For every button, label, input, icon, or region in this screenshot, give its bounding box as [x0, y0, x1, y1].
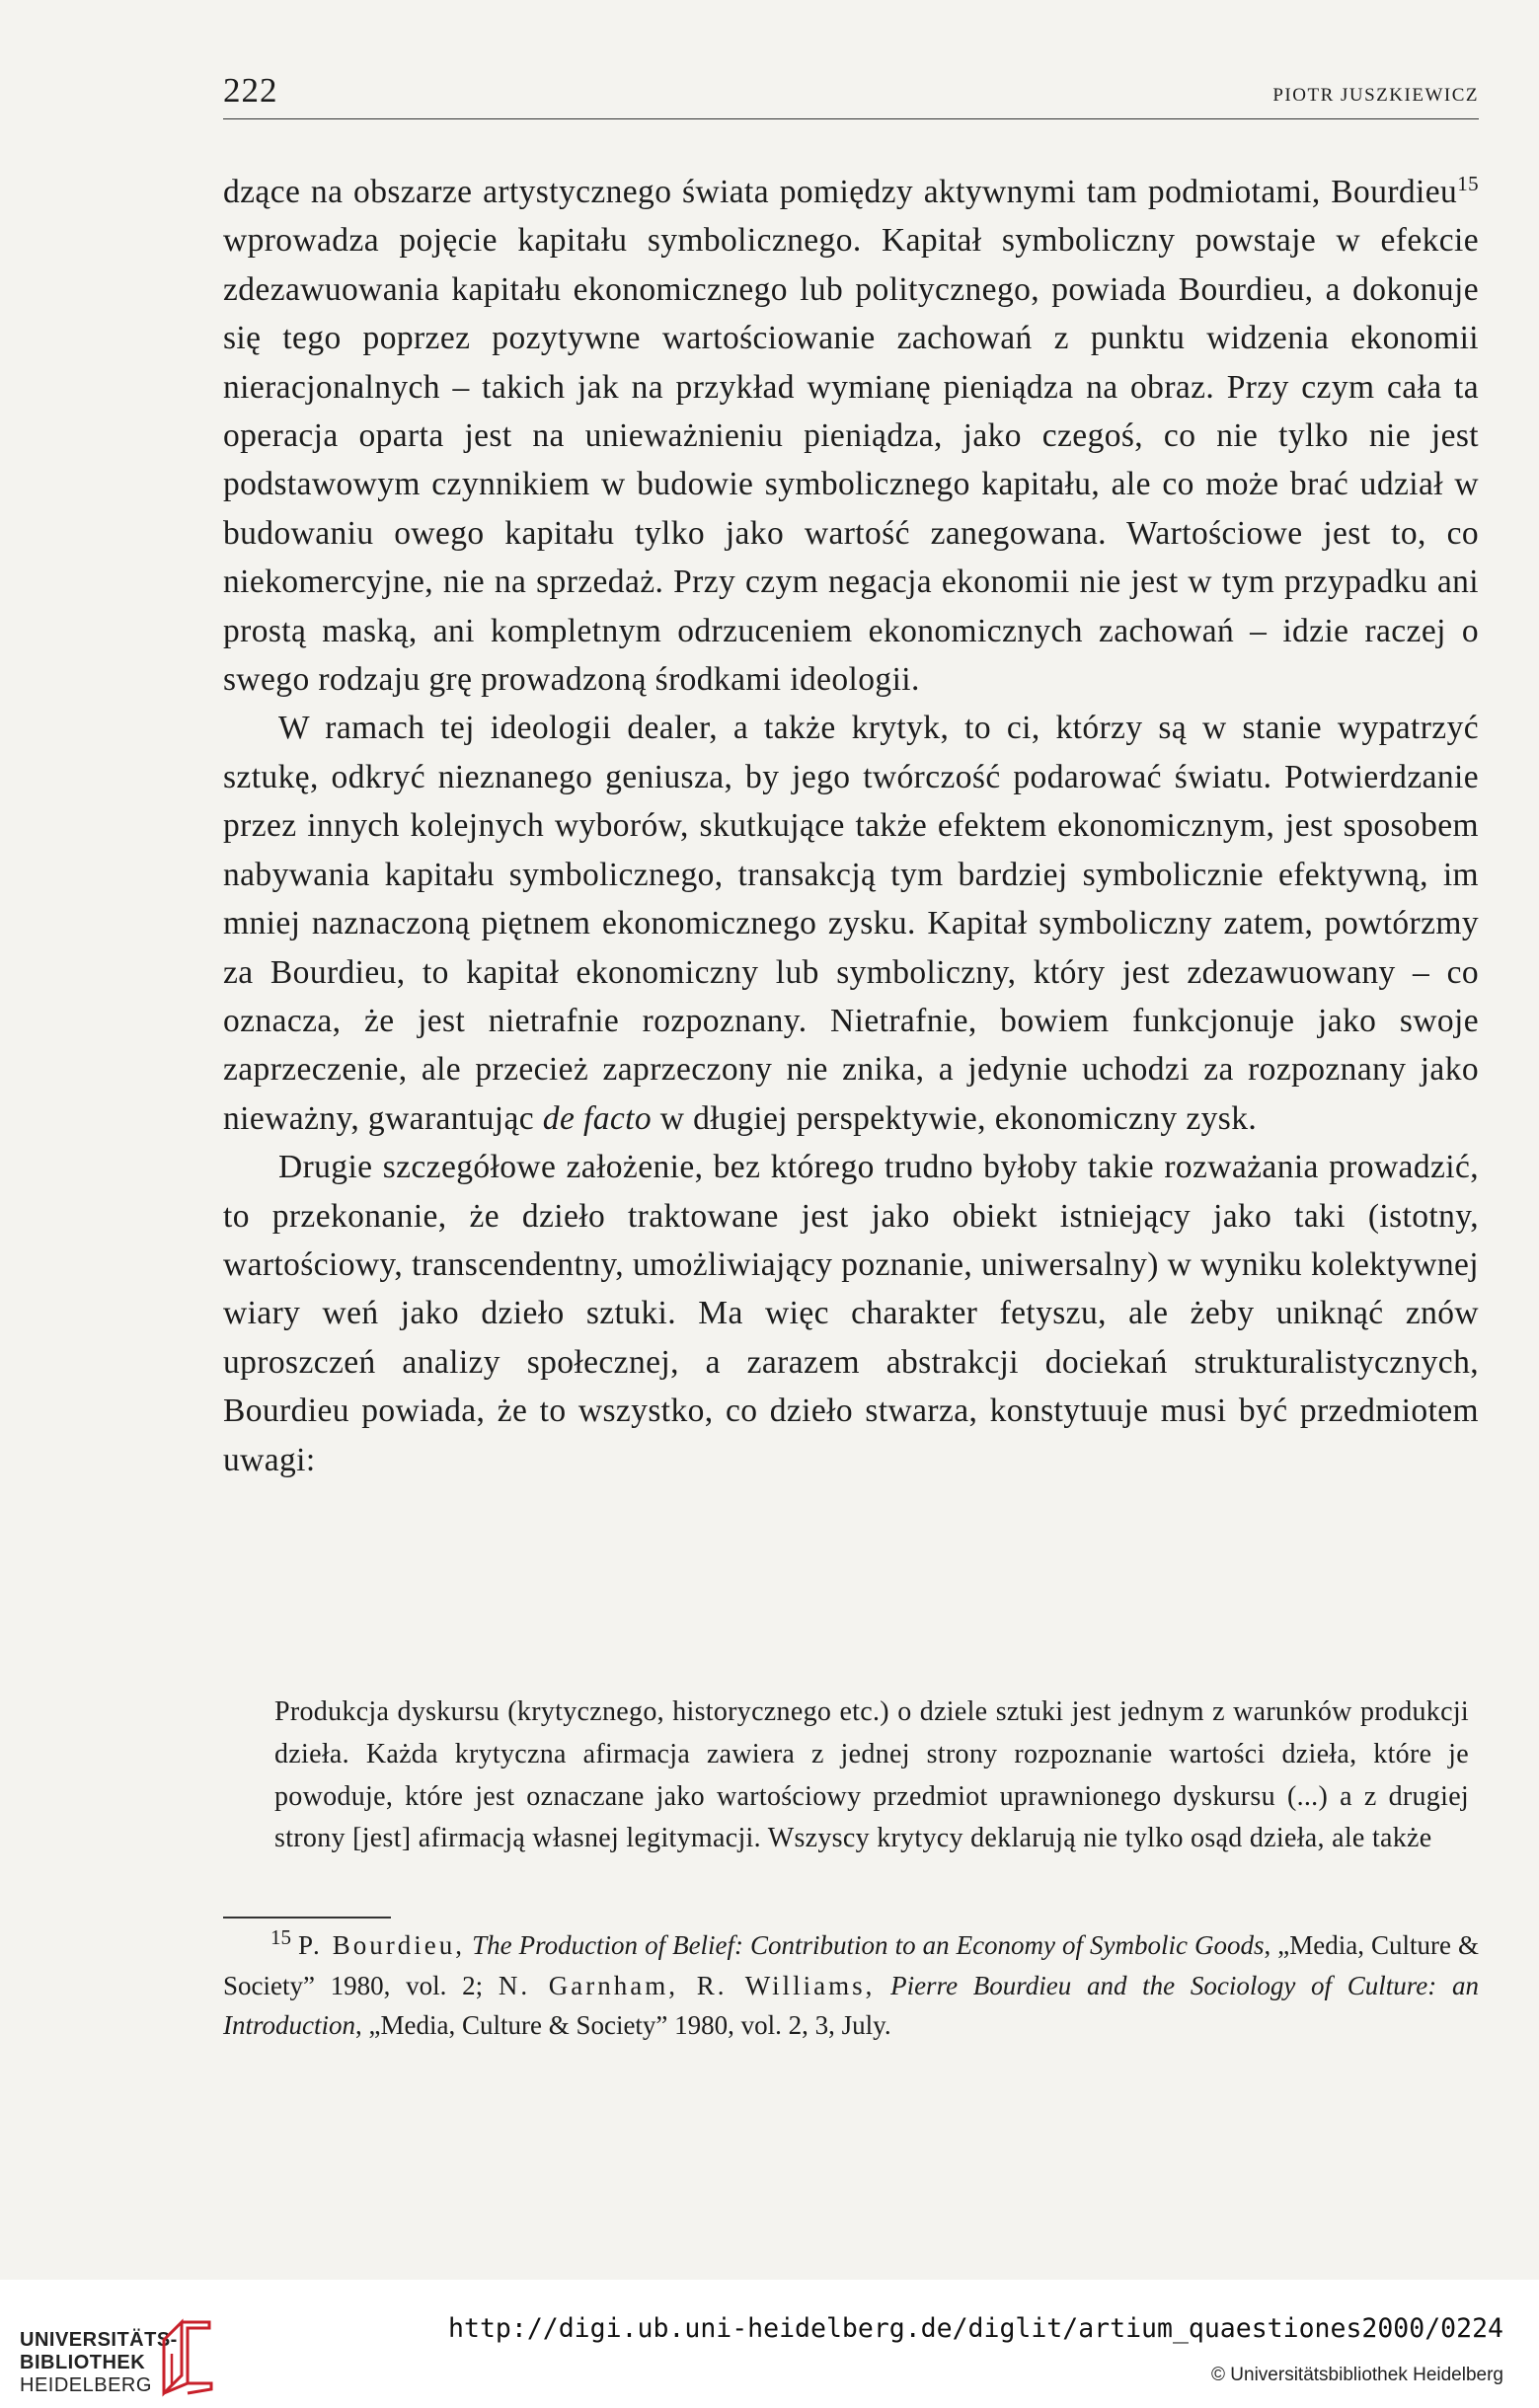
footnote-pub-1: , „Media, Culture & Society” 1980, vol. 2; [223, 1930, 1480, 2000]
logo-line-2: BIBLIOTHEK [20, 2352, 146, 2373]
viewer-footer [0, 2280, 1539, 2408]
paragraph-1-text-b: wprowadza pojęcie kapitału symbolicznego. Kapitał symboliczny powstaje w efekcie zdezawuowania kapitału ekonomicznego lub politycznego, powiada Bourdieu, a dokonuje się tego poprzez pozytywne wartościowanie zachowań z punktu widzenia ekonomii nieracjonalnych – takich jak na przykład wymianę pieniądza na obraz. Przy czym cała ta operacja oparta jest na unieważnieniu pieniądza, jako czegoś, co nie tylko nie jest podstawowym czynnikiem w budowie symbolicznego kapitału, ale co może brać udział w budowaniu owego kapitału tylko jako wartość zanegowana. Wartościowe jest to, co niekomercyjne, nie na sprzedaż. Przy czym negacja ekonomii nie jest w tym przypadku ani prostą maską, ani kompletnym odrzuceniem ekonomicznych zachowań – idzie raczej o swego rodzaju grę prowadzoną środkami ideologii. [223, 222, 1479, 699]
footnote-ref[interactable]: 15 [1457, 171, 1479, 195]
paragraph-1-text-a: dzące na obszarze artystycznego świata pomiędzy aktywnymi tam podmiotami, Bourdieu [223, 174, 1458, 210]
library-logo-icon[interactable] [158, 2314, 217, 2399]
footnote-title-1: The Production of Belief: Contribution to an Economy of Symbolic Goods [472, 1930, 1265, 1960]
footnote-divider [223, 1917, 391, 1919]
page-number: 222 [223, 71, 278, 110]
paragraph-2 [223, 704, 1479, 1143]
footnote-number: 15 [270, 1925, 291, 1949]
copyright-notice: © Universitätsbibliothek Heidelberg [1211, 2365, 1503, 2385]
block-quote: Produkcja dyskursu (krytycznego, historycznego etc.) o dziele sztuki jest jednym z warunków produkcji dzieła. Każda krytyczna afirmacja zawiera z jednej strony rozpoznanie wartości dzieła, które je powoduje, które jest oznaczane jako wartościowy przedmiot uprawnionego dyskursu (...) a z drugiej strony [jest] afirmacją własnej legitymacji. Wszyscy krytycy deklarują nie tylko osąd dzieła, ale także [274, 1696, 1469, 1854]
footnote-author-1: P. Bourdieu, [298, 1930, 466, 1960]
body-text [223, 168, 1479, 1484]
logo-line-1: UNIVERSITÄTS- [20, 2329, 178, 2351]
footnote-author-2: N. Garnham, R. Williams, [498, 1970, 876, 2000]
library-logo-text[interactable] [20, 2329, 178, 2397]
logo-line-3: HEIDELBERG [20, 2374, 152, 2396]
paragraph-3: Drugie szczegółowe założenie, bez którego trudno byłoby takie rozważania prowadzić, to przekonanie, że dzieło traktowane jest jako obiekt istniejący jako taki (istotny, wartościowy, transcendentny, umożliwiający poznanie, uniwersalny) w wyniku kolektywnej wiary weń jako dzieło sztuki. Ma więc charakter fetyszu, ale żeby uniknąć znów uproszczeń analizy społecznej, a zarazem abstrakcji dociekań strukturalistycznych, Bourdieu powiada, że to wszystko, co dzieło stwarza, konstytuuje musi być przedmiotem uwagi: [223, 1149, 1479, 1478]
paragraph-2-italic: de facto [542, 1099, 652, 1137]
page-url-link[interactable]: http://digi.ub.uni-heidelberg.de/diglit/artium_quaestiones2000/0224 [448, 2313, 1503, 2344]
paragraph-1 [223, 168, 1479, 704]
paragraph-2-text-b: w długiej perspektywie, ekonomiczny zysk. [651, 1099, 1258, 1137]
page-header [223, 69, 1479, 119]
paragraph-2-text-a: W ramach tej ideologii dealer, a także krytyk, to ci, którzy są w stanie wypatrzyć sztukę, odkryć nieznanego geniusza, by jego twórczość podarować światu. Potwierdzanie przez innych kolejnych wyborów, skutkujące także efektem ekonomicznym, jest sposobem nabywania kapitału symbolicznego, transakcją tym bardziej symbolicznie efektywną, im mniej naznaczoną piętnem ekonomicznego zysku. Kapitał symboliczny zatem, powtórzmy za Bourdieu, to kapitał ekonomiczny lub symboliczny, który jest zdezawuowany – co oznacza, że jest nietrafnie rozpoznany. Nietrafnie, bowiem funkcjonuje jako swoje zaprzeczenie, ale przecież zaprzeczony nie znika, a jedynie uchodzi za rozpoznany jako nieważny, gwarantując [223, 710, 1479, 1137]
footnote [223, 1925, 1479, 2046]
footnote-title-2: Pierre Bourdieu and the Sociology of Culture: an Introduction [223, 1970, 1479, 2041]
footnote-text [223, 1925, 1479, 2046]
running-head: PIOTR JUSZKIEWICZ [1272, 85, 1479, 106]
footnote-pub-2: , „Media, Culture & Society” 1980, vol. 2, 3, July. [355, 2010, 891, 2041]
